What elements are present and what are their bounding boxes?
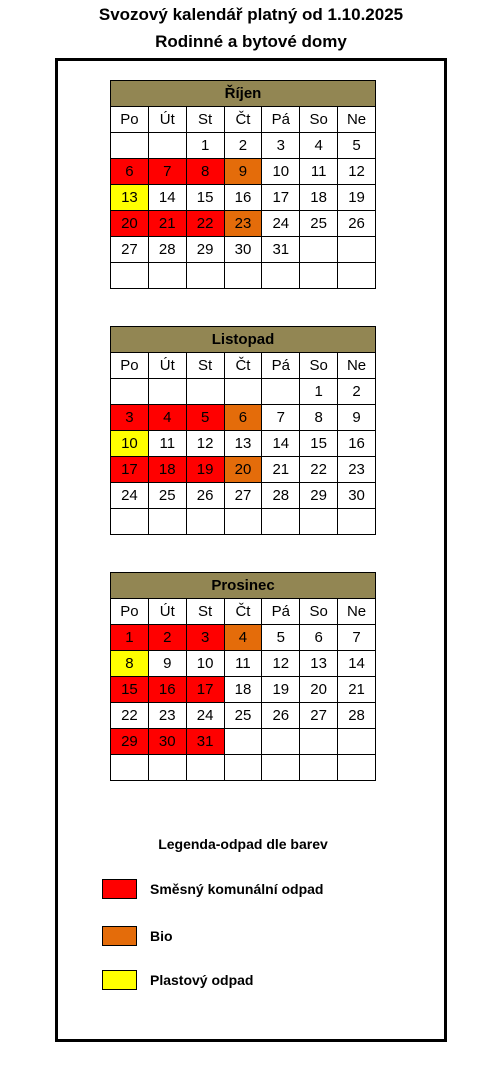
day-cell: 26 [338, 211, 376, 237]
day-cell: 13 [224, 431, 262, 457]
week-row [111, 237, 376, 263]
day-cell: 3 [111, 405, 149, 431]
day-cell: 26 [262, 703, 300, 729]
day-cell: 20 [300, 677, 338, 703]
month-table-rijen [110, 80, 376, 289]
day-cell: 7 [338, 625, 376, 651]
empty-cell [300, 509, 338, 535]
empty-cell [338, 509, 376, 535]
day-cell: 18 [148, 457, 186, 483]
weekday-header: Pá [262, 107, 300, 133]
day-cell: 29 [300, 483, 338, 509]
weekday-header: Pá [262, 353, 300, 379]
day-cell: 10 [111, 431, 149, 457]
month-table-listopad [110, 326, 376, 535]
empty-cell [148, 263, 186, 289]
weekday-header: Pá [262, 599, 300, 625]
empty-cell [111, 509, 149, 535]
day-cell: 14 [148, 185, 186, 211]
weekday-header: So [300, 599, 338, 625]
month-header: Listopad [111, 327, 376, 353]
weekday-header: Čt [224, 599, 262, 625]
weekday-header: So [300, 353, 338, 379]
day-cell: 7 [148, 159, 186, 185]
empty-cell [111, 755, 149, 781]
empty-cell [148, 379, 186, 405]
weekday-header: St [186, 599, 224, 625]
day-cell: 19 [186, 457, 224, 483]
week-row [111, 263, 376, 289]
day-cell: 8 [186, 159, 224, 185]
day-cell: 21 [262, 457, 300, 483]
day-cell: 25 [300, 211, 338, 237]
day-cell: 23 [224, 211, 262, 237]
day-cell: 20 [111, 211, 149, 237]
day-cell: 17 [186, 677, 224, 703]
weekday-header: St [186, 107, 224, 133]
weekday-header: Čt [224, 353, 262, 379]
day-cell: 16 [148, 677, 186, 703]
empty-cell [111, 133, 149, 159]
day-cell: 28 [262, 483, 300, 509]
week-row [111, 133, 376, 159]
day-cell: 29 [111, 729, 149, 755]
day-cell: 30 [224, 237, 262, 263]
day-cell: 14 [338, 651, 376, 677]
week-row [111, 483, 376, 509]
empty-cell [224, 509, 262, 535]
day-cell: 2 [224, 133, 262, 159]
day-cell: 27 [224, 483, 262, 509]
legend-item-plastovy [102, 969, 253, 991]
day-cell: 6 [224, 405, 262, 431]
day-cell: 15 [186, 185, 224, 211]
day-cell: 19 [338, 185, 376, 211]
day-cell: 13 [111, 185, 149, 211]
day-cell: 23 [148, 703, 186, 729]
day-cell: 26 [186, 483, 224, 509]
day-cell: 5 [338, 133, 376, 159]
weekday-header: Út [148, 107, 186, 133]
day-cell: 1 [111, 625, 149, 651]
week-row [111, 729, 376, 755]
week-row [111, 651, 376, 677]
day-cell: 28 [338, 703, 376, 729]
page-title: Svozový kalendář platný od 1.10.2025 [98, 5, 404, 24]
week-row [111, 625, 376, 651]
weekday-header: Ne [338, 107, 376, 133]
legend-label: Bio [150, 928, 173, 944]
day-cell: 1 [186, 133, 224, 159]
day-cell: 4 [148, 405, 186, 431]
day-cell: 31 [262, 237, 300, 263]
week-row [111, 703, 376, 729]
empty-cell [111, 379, 149, 405]
day-cell: 22 [111, 703, 149, 729]
weekday-header: Po [111, 353, 149, 379]
legend-title: Legenda-odpad dle barev [158, 836, 328, 852]
day-cell: 3 [186, 625, 224, 651]
empty-cell [300, 729, 338, 755]
week-row [111, 159, 376, 185]
empty-cell [338, 729, 376, 755]
day-cell: 1 [300, 379, 338, 405]
empty-cell [111, 263, 149, 289]
day-cell: 5 [186, 405, 224, 431]
day-cell: 4 [224, 625, 262, 651]
day-cell: 15 [111, 677, 149, 703]
weekday-header: Út [148, 353, 186, 379]
day-cell: 9 [224, 159, 262, 185]
day-cell: 31 [186, 729, 224, 755]
weekday-header: St [186, 353, 224, 379]
day-cell: 30 [338, 483, 376, 509]
legend-label: Směsný komunální odpad [150, 881, 324, 897]
week-row [111, 405, 376, 431]
day-cell: 3 [262, 133, 300, 159]
day-cell: 24 [262, 211, 300, 237]
page-subtitle: Rodinné a bytové domy [155, 32, 347, 51]
empty-cell [262, 263, 300, 289]
empty-cell [338, 237, 376, 263]
week-row [111, 509, 376, 535]
day-cell: 12 [262, 651, 300, 677]
weekday-header: Čt [224, 107, 262, 133]
empty-cell [338, 755, 376, 781]
weekday-header: So [300, 107, 338, 133]
day-cell: 6 [111, 159, 149, 185]
empty-cell [300, 237, 338, 263]
week-row [111, 379, 376, 405]
legend-item-bio [102, 925, 173, 947]
weekday-header: Ne [338, 599, 376, 625]
empty-cell [262, 509, 300, 535]
day-cell: 14 [262, 431, 300, 457]
day-cell: 21 [148, 211, 186, 237]
legend-label: Plastový odpad [150, 972, 254, 988]
day-cell: 6 [300, 625, 338, 651]
day-cell: 11 [300, 159, 338, 185]
day-cell: 24 [111, 483, 149, 509]
day-cell: 9 [148, 651, 186, 677]
empty-cell [224, 263, 262, 289]
day-cell: 16 [338, 431, 376, 457]
empty-cell [148, 755, 186, 781]
empty-cell [186, 263, 224, 289]
empty-cell [148, 133, 186, 159]
empty-cell [186, 379, 224, 405]
day-cell: 11 [148, 431, 186, 457]
month-header: Říjen [111, 81, 376, 107]
day-cell: 27 [300, 703, 338, 729]
day-cell: 5 [262, 625, 300, 651]
weekday-header: Út [148, 599, 186, 625]
empty-cell [224, 379, 262, 405]
month-header: Prosinec [111, 573, 376, 599]
empty-cell [186, 755, 224, 781]
day-cell: 2 [148, 625, 186, 651]
day-cell: 12 [186, 431, 224, 457]
empty-cell [224, 755, 262, 781]
day-cell: 17 [262, 185, 300, 211]
day-cell: 25 [224, 703, 262, 729]
month-table-prosinec [110, 572, 376, 781]
empty-cell [262, 729, 300, 755]
day-cell: 25 [148, 483, 186, 509]
day-cell: 28 [148, 237, 186, 263]
day-cell: 17 [111, 457, 149, 483]
day-cell: 19 [262, 677, 300, 703]
week-row [111, 431, 376, 457]
day-cell: 2 [338, 379, 376, 405]
week-row [111, 185, 376, 211]
day-cell: 18 [300, 185, 338, 211]
empty-cell [338, 263, 376, 289]
day-cell: 8 [111, 651, 149, 677]
empty-cell [224, 729, 262, 755]
day-cell: 12 [338, 159, 376, 185]
week-row [111, 457, 376, 483]
empty-cell [262, 379, 300, 405]
week-row [111, 755, 376, 781]
day-cell: 18 [224, 677, 262, 703]
week-row [111, 677, 376, 703]
day-cell: 16 [224, 185, 262, 211]
legend-swatch-smesny [102, 879, 137, 899]
empty-cell [262, 755, 300, 781]
day-cell: 24 [186, 703, 224, 729]
weekday-header: Ne [338, 353, 376, 379]
legend-item-smesny [102, 878, 323, 900]
weekday-header: Po [111, 599, 149, 625]
day-cell: 20 [224, 457, 262, 483]
legend-swatch-bio [102, 926, 137, 946]
day-cell: 9 [338, 405, 376, 431]
week-row [111, 211, 376, 237]
empty-cell [300, 755, 338, 781]
day-cell: 22 [300, 457, 338, 483]
day-cell: 4 [300, 133, 338, 159]
empty-cell [148, 509, 186, 535]
day-cell: 10 [186, 651, 224, 677]
day-cell: 23 [338, 457, 376, 483]
day-cell: 10 [262, 159, 300, 185]
day-cell: 13 [300, 651, 338, 677]
day-cell: 11 [224, 651, 262, 677]
day-cell: 15 [300, 431, 338, 457]
legend-swatch-plastovy [102, 970, 137, 990]
day-cell: 27 [111, 237, 149, 263]
day-cell: 7 [262, 405, 300, 431]
weekday-header: Po [111, 107, 149, 133]
day-cell: 21 [338, 677, 376, 703]
day-cell: 30 [148, 729, 186, 755]
empty-cell [186, 509, 224, 535]
day-cell: 8 [300, 405, 338, 431]
day-cell: 29 [186, 237, 224, 263]
day-cell: 22 [186, 211, 224, 237]
empty-cell [300, 263, 338, 289]
